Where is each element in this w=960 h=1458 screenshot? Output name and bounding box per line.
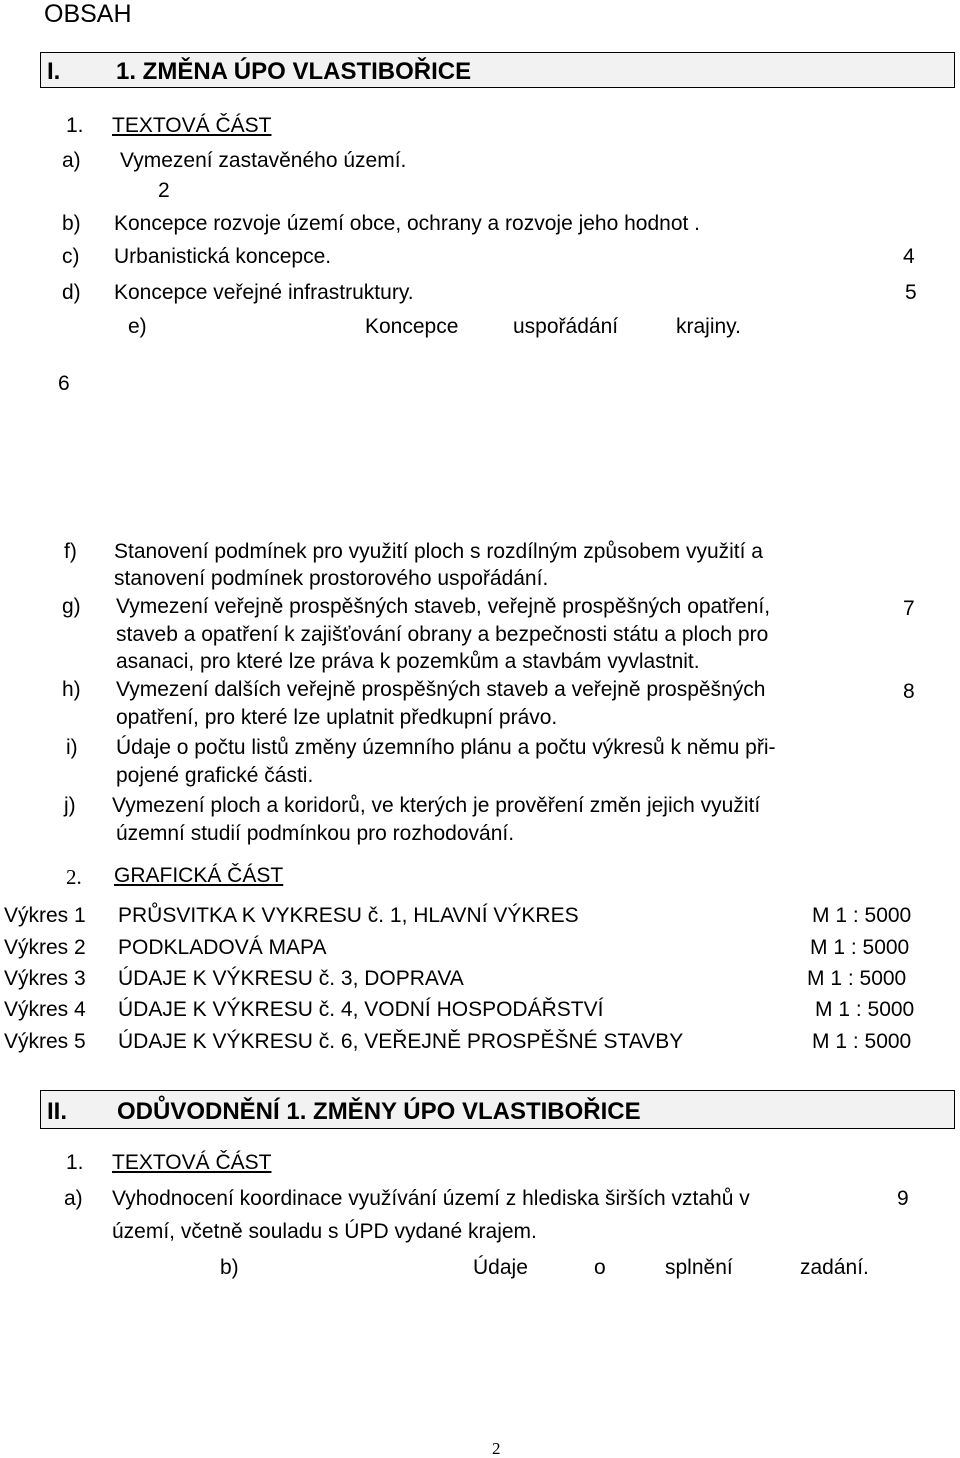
item-g-page: 7	[903, 597, 915, 620]
item-e-word-3[interactable]: krajiny.	[676, 315, 741, 338]
drawing-3-scale: M 1 : 5000	[807, 967, 907, 990]
graphic-part-number: 2.	[66, 865, 82, 889]
drawing-2-title[interactable]: PODKLADOVÁ MAPA	[118, 936, 327, 959]
item-g-line-2[interactable]: staveb a opatření k zajišťování obrany a bezpečnosti státu a ploch pro	[116, 623, 769, 646]
drawing-3-title[interactable]: ÚDAJE K VÝKRESU č. 3, DOPRAVA	[118, 967, 464, 990]
drawing-2-scale: M 1 : 5000	[810, 936, 910, 959]
section-1-title: 1. ZMĚNA ÚPO VLASTIBOŘICE	[116, 58, 472, 85]
item-i-letter: i)	[66, 736, 78, 759]
s2-item-a-line-2[interactable]: území, včetně souladu s ÚPD vydané krajem.	[112, 1220, 537, 1243]
item-h-line-2[interactable]: opatření, pro které lze uplatnit předkupní právo.	[116, 706, 558, 729]
item-e-page: 6	[58, 372, 70, 395]
item-e-word-2[interactable]: uspořádání	[513, 315, 619, 338]
item-e-letter: e)	[128, 315, 147, 338]
graphic-part-link[interactable]: GRAFICKÁ ČÁST	[114, 864, 284, 887]
item-i-line-1[interactable]: Údaje o počtu listů změny územního plánu a počtu výkresů k němu při-	[116, 736, 776, 759]
item-d-letter: d)	[62, 281, 81, 304]
item-j-line-2[interactable]: územní studií podmínkou pro rozhodování.	[116, 822, 515, 845]
s2-item-a-page: 9	[897, 1187, 909, 1210]
item-a-letter: a)	[62, 149, 81, 172]
section-1-number: I.	[47, 58, 61, 85]
section-2-title: ODŮVODNĚNÍ 1. ZMĚNY ÚPO VLASTIBOŘICE	[117, 1098, 641, 1125]
item-h-page: 8	[903, 680, 915, 703]
item-c-letter: c)	[62, 245, 80, 268]
s2-item-b-letter: b)	[220, 1256, 239, 1279]
drawing-3-label: Výkres 3	[4, 967, 86, 990]
item-c-page: 4	[903, 245, 915, 268]
item-g-letter: g)	[62, 595, 81, 618]
item-b-letter: b)	[62, 212, 81, 235]
document-title: OBSAH	[44, 0, 132, 28]
drawing-1-title[interactable]: PRŮSVITKA K VYKRESU č. 1, HLAVNÍ VÝKRES	[118, 904, 579, 927]
drawing-5-scale: M 1 : 5000	[812, 1030, 912, 1053]
s2-item-b-word-4[interactable]: zadání.	[800, 1256, 869, 1279]
section-2-number: II.	[47, 1098, 68, 1125]
drawing-2-label: Výkres 2	[4, 936, 86, 959]
s2-text-part-number: 1.	[66, 1151, 84, 1174]
s2-item-b-word-3[interactable]: splnění	[665, 1256, 733, 1279]
drawing-4-title[interactable]: ÚDAJE K VÝKRESU č. 4, VODNÍ HOSPODÁŘSTVÍ	[118, 998, 604, 1021]
drawing-4-label: Výkres 4	[4, 998, 86, 1021]
item-d-page: 5	[905, 281, 917, 304]
item-c-text[interactable]: Urbanistická koncepce.	[114, 245, 332, 268]
item-a-text[interactable]: Vymezení zastavěného území.	[120, 149, 407, 172]
item-j-line-1[interactable]: Vymezení ploch a koridorů, ve kterých je prověření změn jejich využití	[112, 794, 761, 817]
item-f-line-2[interactable]: stanovení podmínek prostorového uspořádání.	[114, 567, 549, 590]
item-h-line-1[interactable]: Vymezení dalších veřejně prospěšných staveb a veřejně prospěšných	[116, 678, 766, 701]
section-2-header	[40, 1090, 955, 1129]
s2-item-a-line-1[interactable]: Vyhodnocení koordinace využívání území z hlediska širších vztahů v	[112, 1187, 750, 1210]
drawing-1-scale: M 1 : 5000	[812, 904, 912, 927]
text-part-number: 1.	[66, 114, 84, 137]
item-d-text[interactable]: Koncepce veřejné infrastruktury.	[114, 281, 414, 304]
item-i-line-2[interactable]: pojené grafické části.	[116, 764, 314, 787]
item-j-letter: j)	[64, 794, 76, 817]
item-b-text[interactable]: Koncepce rozvoje území obce, ochrany a rozvoje jeho hodnot .	[114, 212, 701, 235]
item-g-line-3[interactable]: asanaci, pro které lze práva k pozemkům a stavbám vyvlastnit.	[116, 650, 700, 673]
s2-item-b-word-1[interactable]: Údaje	[473, 1256, 528, 1279]
section-1-header	[40, 52, 955, 88]
s2-item-b-word-2[interactable]: o	[594, 1256, 606, 1279]
item-a-page: 2	[158, 179, 170, 202]
s2-item-a-letter: a)	[64, 1187, 83, 1210]
text-part-link[interactable]: TEXTOVÁ ČÁST	[112, 114, 272, 137]
s2-text-part-link[interactable]: TEXTOVÁ ČÁST	[112, 1151, 272, 1174]
item-f-letter: f)	[64, 540, 77, 563]
item-e-word-1[interactable]: Koncepce	[365, 315, 459, 338]
item-f-line-1[interactable]: Stanovení podmínek pro využití ploch s rozdílným způsobem využití a	[114, 540, 763, 563]
page-number: 2	[492, 1439, 501, 1458]
drawing-1-label: Výkres 1	[4, 904, 86, 927]
item-h-letter: h)	[62, 678, 81, 701]
drawing-5-title[interactable]: ÚDAJE K VÝKRESU č. 6, VEŘEJNĚ PROSPĚŠNÉ STAVBY	[118, 1030, 684, 1053]
drawing-4-scale: M 1 : 5000	[815, 998, 915, 1021]
item-g-line-1[interactable]: Vymezení veřejně prospěšných staveb, veřejně prospěšných opatření,	[116, 595, 771, 618]
drawing-5-label: Výkres 5	[4, 1030, 86, 1053]
